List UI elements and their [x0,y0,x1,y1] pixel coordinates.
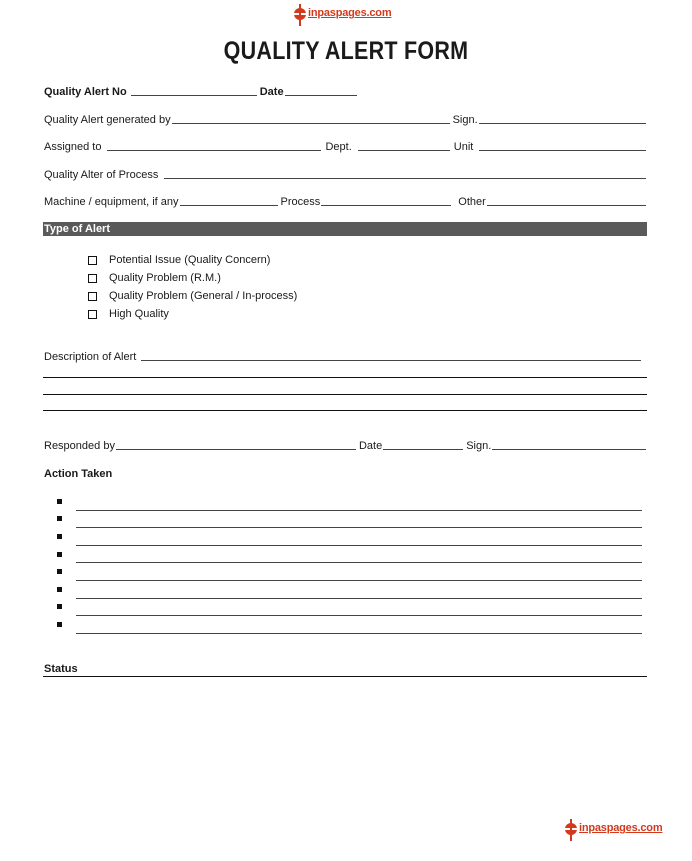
date-field[interactable] [285,84,357,96]
response-date-label: Date [358,440,383,452]
sign-label: Sign. [452,114,478,126]
page-title: QUALITY ALERT FORM [223,37,469,65]
machine-field[interactable] [180,194,278,206]
bullet [57,604,62,609]
alert-option-label: Quality Problem (R.M.) [109,272,221,284]
dept-field[interactable] [358,139,450,151]
assigned-to-label: Assigned to [44,141,102,153]
action-line[interactable] [76,562,642,563]
bullet [57,569,62,574]
action-taken-row [44,464,647,480]
bullet [57,587,62,592]
generated-by-field[interactable] [172,112,450,124]
action-taken-heading: Action Taken [44,468,113,480]
checkbox[interactable] [88,292,97,301]
checkbox[interactable] [88,310,97,319]
alert-no-field[interactable] [131,84,257,96]
footer-brand-logo [563,819,662,837]
response-date-field[interactable] [383,438,463,450]
description-line[interactable] [43,394,647,395]
description-label: Description of Alert [44,351,137,363]
action-line[interactable] [76,510,642,511]
bullet [57,516,62,521]
unit-label: Unit [453,141,474,153]
generated-by-label: Quality Alert generated by [44,114,171,126]
dept-label: Dept. [325,141,352,153]
action-line[interactable] [76,633,642,634]
footer-logo-text: inpaspages.com [579,822,663,834]
status-heading: Status [44,663,78,675]
crosshair-logo-icon [563,819,579,837]
unit-field[interactable] [479,139,646,151]
description-line[interactable] [43,410,647,411]
date-label: Date [259,86,284,98]
alert-option-label: High Quality [109,308,169,320]
alter-of-process-field[interactable] [164,167,646,179]
alert-no-row [44,82,647,98]
response-sign-field[interactable] [492,438,646,450]
alert-option [88,289,297,303]
logo-text: inpaspages.com [308,7,392,19]
type-of-alert-heading: Type of Alert [43,222,647,236]
response-sign-label: Sign. [466,440,492,452]
machine-row [44,192,647,208]
checkbox[interactable] [88,256,97,265]
action-line[interactable] [76,527,642,528]
action-line[interactable] [76,598,642,599]
generated-by-row [44,110,647,126]
responded-by-field[interactable] [116,438,356,450]
other-label: Other [458,196,486,208]
alter-of-process-row [44,165,647,181]
responded-by-label: Responded by [44,440,115,452]
alter-of-process-label: Quality Alter of Process [44,169,159,181]
bullet [57,534,62,539]
description-field[interactable] [141,349,641,361]
alert-option [88,253,270,267]
action-line[interactable] [76,545,642,546]
action-line[interactable] [76,615,642,616]
bullet [57,499,62,504]
assigned-to-field[interactable] [107,139,321,151]
checkbox[interactable] [88,274,97,283]
status-row [44,659,647,675]
assigned-to-row [44,137,647,153]
alert-option [88,307,169,321]
status-line[interactable] [43,676,647,677]
responded-by-row [44,436,647,452]
bullet [57,552,62,557]
alert-option-label: Quality Problem (General / In-process) [109,290,298,302]
machine-label: Machine / equipment, if any [44,196,179,208]
process-field[interactable] [321,194,451,206]
description-row [44,347,642,363]
alert-option-label: Potential Issue (Quality Concern) [109,254,271,266]
brand-logo [292,4,391,22]
action-line[interactable] [76,580,642,581]
alert-no-label: Quality Alert No [44,86,127,98]
crosshair-logo-icon [292,4,308,22]
alert-option [88,271,221,285]
description-line[interactable] [43,377,647,378]
sign-field[interactable] [479,112,646,124]
other-field[interactable] [487,194,646,206]
process-label: Process [280,196,321,208]
bullet [57,622,62,627]
